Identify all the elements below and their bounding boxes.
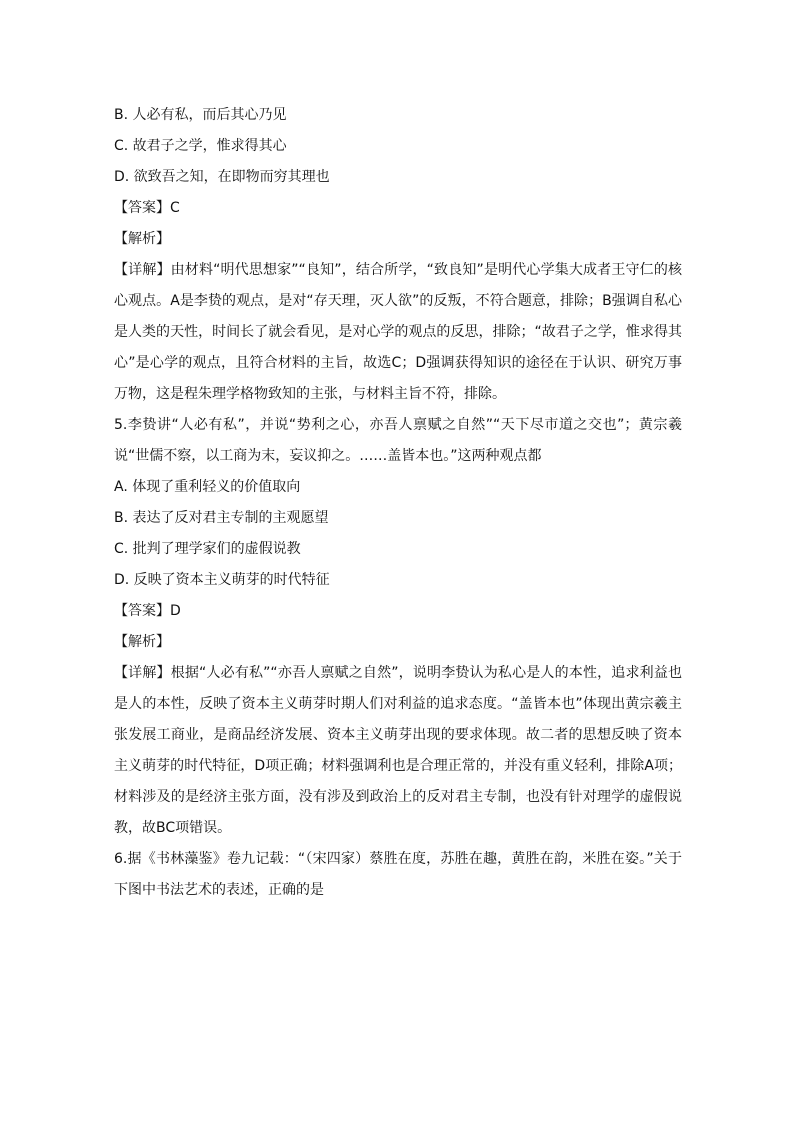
q4-option-c: C. 故君子之学，惟求得其心 — [114, 138, 287, 154]
q4-answer: 【答案】C — [114, 200, 180, 216]
q5-option-a: A. 体现了重利轻义的价值取向 — [114, 479, 301, 495]
q5-option-b: B. 表达了反对君主专制的主观愿望 — [114, 510, 329, 526]
q4-analysis-label: 【解析】 — [114, 231, 170, 247]
q5-answer: 【答案】D — [114, 603, 181, 619]
q4-detail: 【详解】由材料“明代思想家”“良知”，结合所学，“致良知”是明代心学集大成者王守仁的核心观点。A是李贽的观点，是对“存天理，灭人欲”的反叛，不符合题意，排除；B强调自私心是人类的天性，时间长了就会看见，是对心学的观点的反思，排除；“故君子之学，惟求得其心”是心学的观点，且符合材料的主旨，故选C；D强调获得知识的途径在于认识、研究万事万物，这是程朱理学格物致知的主张，与材料主旨不符，排除。 — [114, 262, 682, 402]
q5-detail: 【详解】根据“人必有私”“亦吾人禀赋之自然”，说明李贽认为私心是人的本性，追求利益也是人的本性，反映了资本主义萌芽时期人们对利益的追求态度。“盖皆本也”体现出黄宗羲主张发展工商业，是商品经济发展、资本主义萌芽出现的要求体现。故二者的思想反映了资本主义萌芽的时代特征，D项正确；材料强调利也是合理正常的，并没有重义轻利，排除A项；材料涉及的是经济主张方面，没有涉及到政治上的反对君主专制，也没有针对理学的虚假说教，故BC项错误。 — [114, 665, 682, 836]
q4-option-b: B. 人必有私，而后其心乃见 — [114, 107, 287, 123]
q5-option-c: C. 批判了理学家们的虚假说教 — [114, 541, 301, 557]
q4-option-d: D. 欲致吾之知，在即物而穷其理也 — [114, 169, 330, 185]
q5-stem: 5.李贽讲“人必有私”，并说“势利之心，亦吾人禀赋之自然”“天下尽市道之交也”；黄宗羲说“世儒不察，以工商为末，妄议抑之。……盖皆本也。”这两种观点都 — [114, 417, 682, 464]
q5-option-d: D. 反映了资本主义萌芽的时代特征 — [114, 572, 330, 588]
q6-stem: 6.据《书林藻鉴》卷九记载：“（宋四家）蔡胜在度，苏胜在趣，黄胜在韵，米胜在姿。”关于下图中书法艺术的表述，正确的是 — [114, 851, 682, 898]
q5-analysis-label: 【解析】 — [114, 634, 170, 650]
document-page — [114, 100, 682, 906]
